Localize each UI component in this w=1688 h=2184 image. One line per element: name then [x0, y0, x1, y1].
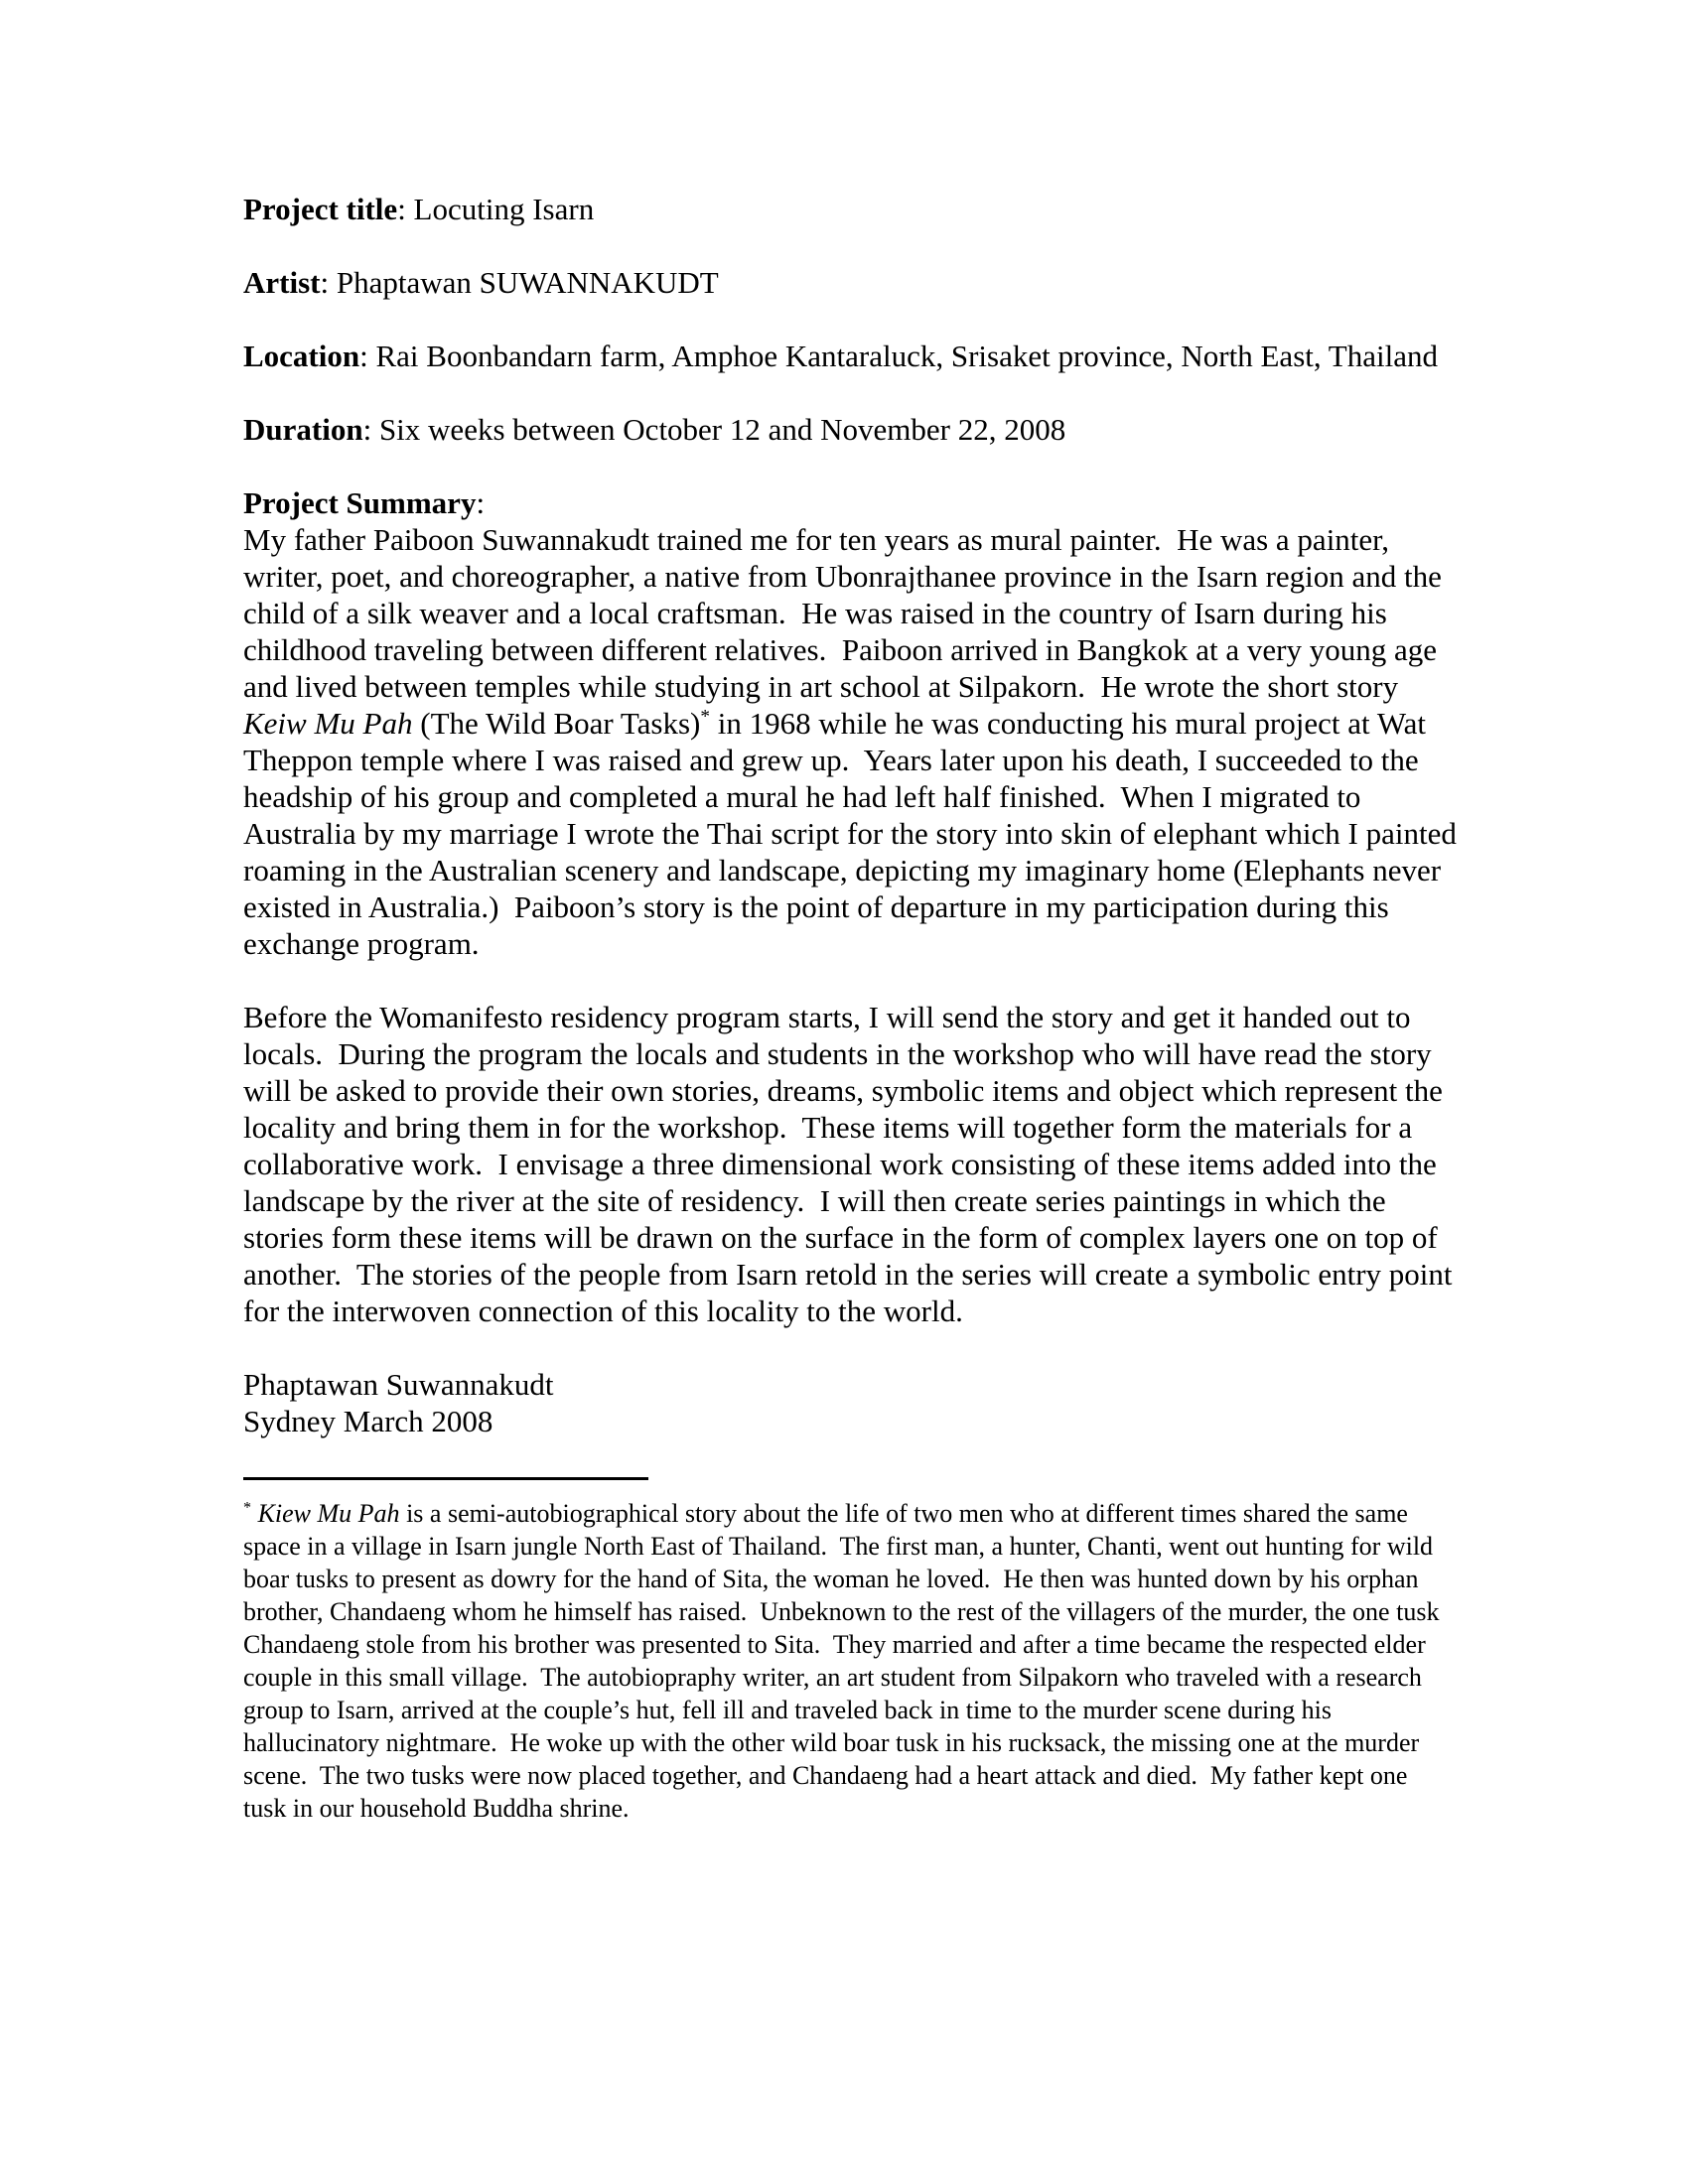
footnote-reference-mark: * [700, 706, 710, 728]
field-project-title-value: : Locuting Isarn [397, 192, 595, 226]
field-location [243, 338, 1457, 374]
signature-name: Phaptawan Suwannakudt [243, 1367, 554, 1402]
field-artist-label: Artist [243, 265, 321, 300]
field-duration [243, 411, 1457, 448]
summary-paragraph-1-text-c: in 1968 while he was conducting his mural project at Wat Theppon temple where I was raised and grew up. Years later upon his death, I succeeded to the headship of his group and completed a mural he had left half finished. When I migrated to Australia by my marriage I wrote the Thai script for the story into skin of elephant which I painted roaming in the Australian scenery and landscape, depicting my imaginary home (Elephants never existed in Australia.) Paiboon’s story is the point of departure in my participation during this exchange program. [243, 706, 1465, 961]
project-summary-heading [243, 484, 1457, 521]
signature-place-date: Sydney March 2008 [243, 1404, 493, 1438]
project-summary-heading-colon: : [476, 485, 486, 520]
footnote-mark: * [243, 1499, 252, 1517]
field-project-title [243, 191, 1457, 227]
summary-paragraph-1 [243, 521, 1465, 962]
field-duration-value: : Six weeks between October 12 and November 22, 2008 [362, 412, 1066, 447]
summary-paragraph-2: Before the Womanifesto residency program starts, I will send the story and get it handed out to locals. During the program the locals and students in the workshop who will have read the story will be asked to provide their own stories, dreams, symbolic items and object which represent the locality and bring them in for the workshop. These items will together form the materials for a collaborative work. I envisage a three dimensional work consisting of these items added into the landscape by the river at the site of residency. I will then create series paintings in which the stories form these items will be drawn on the surface in the form of complex layers one on top of another. The stories of the people from Isarn retold in the series will create a symbolic entry point for the interwoven connection of this locality to the world. [243, 1000, 1461, 1328]
project-summary-heading-label: Project Summary [243, 485, 477, 520]
summary-paragraph-1-text-b: (The Wild Boar Tasks) [412, 706, 701, 741]
field-location-value: : Rai Boonbandarn farm, Amphoe Kantaraluck, Srisaket province, North East, Thailand [359, 339, 1438, 373]
field-location-label: Location [243, 339, 360, 373]
field-artist-value: : Phaptawan SUWANNAKUDT [320, 265, 719, 300]
summary-paragraph-1-text-a: My father Paiboon Suwannakudt trained me for ten years as mural painter. He was a painter, writer, poet, and choreographer, a native from Ubonrajthanee province in the Isarn region and the child of a silk weaver and a local craftsman. He was raised in the country of Isarn during his childhood traveling between different relatives. Paiboon arrived in Bangkok at a very young age and lived between temples while studying in art school at Silpakorn. He wrote the short story [243, 522, 1450, 704]
field-project-title-label: Project title [243, 192, 398, 226]
field-duration-label: Duration [243, 412, 363, 447]
footnote-story-title-italic: Kiew Mu Pah [257, 1499, 400, 1528]
footnote [243, 1497, 1457, 1825]
document-content [243, 191, 1465, 1825]
field-artist [243, 264, 1457, 301]
footnote-separator-line [243, 1477, 648, 1480]
story-title-italic: Keiw Mu Pah [243, 706, 413, 741]
footnote-body-text: is a semi-autobiographical story about the life of two men who at different times shared the same space in a village in Isarn jungle North East of Thailand. The first man, a hunter, Chanti, went out hunting for wild boar tusks to present as dowry for the hand of Sita, the woman he loved. He then was hunted down by his orphan brother, Chandaeng whom he himself has raised. Unbeknown to the rest of the villagers of the murder, the one tusk Chandaeng stole from his brother was presented to Sita. They married and after a time became the respected elder couple in this small village. The autobiopraphy writer, an art student from Silpakorn who traveled with a research group to Isarn, arrived at the couple’s hut, fell ill and traveled back in time to the murder scene during his hallucinatory nightmare. He woke up with the other wild boar tusk in his rucksack, the missing one at the murder scene. The two tusks were now placed together, and Chandaeng had a heart attack and died. My father kept one tusk in our household Buddha shrine. [243, 1499, 1446, 1823]
